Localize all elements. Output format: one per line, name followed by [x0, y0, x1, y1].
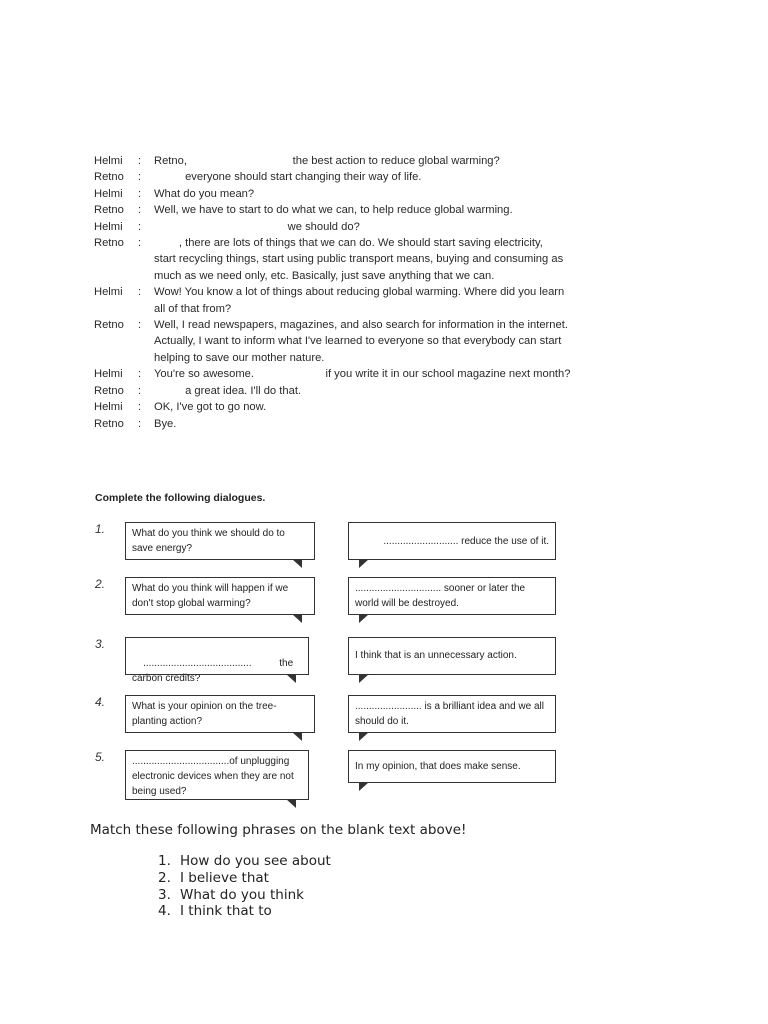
dialogue-line [94, 186, 614, 202]
line-text: everyone should start changing their way of life. [154, 171, 422, 184]
bubble-tail [359, 782, 369, 791]
bubble-text: In my opinion, that does make sense. [355, 761, 521, 772]
line-part: , there are lots of things that we can do. We should start saving electricity, [154, 237, 543, 250]
speaker: Helmi [94, 220, 123, 233]
line-part: helping to save our mother nature. [154, 351, 325, 364]
speaker: Retno [94, 171, 124, 184]
colon: : [138, 204, 142, 217]
left-speech-bubble [125, 695, 315, 733]
list-number: 3. [158, 886, 171, 903]
colon: : [138, 237, 142, 250]
speaker: Retno [94, 417, 124, 430]
speaker: Retno [94, 384, 124, 397]
colon: : [138, 286, 142, 299]
bubble-tail [292, 732, 302, 741]
line-text [154, 235, 594, 284]
exercise-heading: Complete the following dialogues. [95, 492, 266, 504]
dialogue-line [94, 202, 614, 218]
list-item [158, 853, 331, 870]
colon: : [138, 401, 142, 414]
line-part: Wow! You know a lot of things about reducing global warming. Where did you learn [154, 286, 565, 299]
right-speech-bubble [348, 750, 556, 783]
list-item [158, 903, 331, 920]
item-number: 2. [95, 577, 106, 591]
line-text: a great idea. I'll do that. [154, 384, 302, 397]
line-text: Retno, the best action to reduce global warming? [154, 155, 500, 167]
speaker: Helmi [94, 401, 123, 414]
exercise-item [95, 637, 565, 685]
colon: : [138, 171, 142, 184]
colon: : [138, 319, 142, 332]
dialogue-line [94, 383, 614, 399]
line-text: Well, we have to start to do what we can, to help reduce global warming. [154, 204, 513, 217]
list-number: 1. [158, 853, 171, 869]
exercise-item [95, 695, 565, 743]
colon: : [138, 155, 142, 167]
speaker: Retno [94, 237, 124, 250]
list-item [158, 887, 331, 904]
line-part: Well, I read newspapers, magazines, and also search for information in the internet. [154, 319, 568, 332]
colon: : [138, 368, 142, 381]
line-text [154, 284, 594, 317]
colon: : [138, 384, 142, 397]
bubble-text: ...................................of unplugging electronic devices when they are not being used? [132, 756, 294, 797]
dialogue-line [94, 416, 614, 432]
bubble-tail [359, 674, 369, 683]
line-part: all of that from? [154, 302, 232, 315]
line-text: Bye. [154, 417, 177, 430]
right-speech-bubble [348, 637, 556, 675]
left-speech-bubble [125, 522, 315, 560]
bubble-text: ........................... reduce the use of it. [383, 536, 549, 547]
item-number: 3. [95, 637, 106, 651]
bubble-tail [359, 559, 369, 568]
bubble-text: ....................................... the carbon credits? [132, 658, 296, 684]
dialogue-line [94, 235, 614, 284]
bubble-tail [292, 614, 302, 623]
dialogue-line [94, 169, 614, 185]
bubble-text: ........................ is a brilliant idea and we all should do it. [355, 701, 544, 727]
bubble-tail [359, 614, 369, 623]
speaker: Helmi [94, 286, 123, 299]
colon: : [138, 187, 142, 200]
left-speech-bubble [125, 750, 309, 800]
line-text [154, 317, 594, 366]
line-text: we should do? [154, 220, 360, 233]
right-speech-bubble [348, 522, 556, 560]
line-text: What do you mean? [154, 187, 255, 200]
speaker: Helmi [94, 187, 123, 200]
bubble-text: What is your opinion on the tree-planting action? [132, 701, 277, 727]
item-number: 5. [95, 750, 106, 764]
left-speech-bubble [125, 577, 315, 615]
line-part: start recycling things, start using public transport means, buying and consuming as [154, 253, 564, 266]
item-number: 4. [95, 695, 106, 709]
phrase-text: How do you see about [180, 853, 331, 869]
line-text: You're so awesome. if you write it in our school magazine next month? [154, 368, 571, 381]
bubble-text: What do you think we should do to save energy? [132, 528, 285, 554]
dialogue-line [94, 317, 614, 366]
match-instruction: Match these following phrases on the blank text above! [90, 822, 467, 838]
right-speech-bubble [348, 695, 556, 733]
bubble-tail [292, 559, 302, 568]
dialogue [94, 153, 614, 432]
bubble-text: I think that is an unnecessary action. [355, 650, 517, 661]
exercise-item [95, 577, 565, 625]
speaker: Retno [94, 319, 124, 332]
dialogue-line [94, 399, 614, 415]
left-speech-bubble [125, 637, 309, 684]
dialogue-line [94, 284, 614, 317]
speaker: Helmi [94, 368, 123, 381]
phrase-text: I think that to [180, 903, 272, 920]
phrase-text: What do you think [180, 886, 304, 903]
line-part: much as we need only, etc. Basically, just save anything that we can. [154, 269, 495, 282]
bubble-text: ............................... sooner or later the world will be destroyed. [355, 583, 526, 609]
bubble-tail [359, 732, 369, 741]
item-number: 1. [95, 522, 106, 536]
colon: : [138, 220, 142, 233]
exercise-item [95, 750, 565, 798]
colon: : [138, 417, 142, 430]
speaker: Helmi [94, 155, 123, 167]
speaker: Retno [94, 204, 124, 217]
bubble-tail [286, 674, 296, 683]
list-number: 4. [158, 903, 171, 920]
line-text: OK, I've got to go now. [154, 401, 267, 414]
phrase-list [158, 853, 331, 920]
right-speech-bubble [348, 577, 556, 615]
dialogue-line [94, 366, 614, 382]
dialogue-line [94, 153, 614, 169]
bubble-tail [286, 799, 296, 808]
bubble-text: What do you think will happen if we don't stop global warming? [132, 583, 289, 609]
list-item [158, 870, 331, 887]
phrase-text: I believe that [180, 869, 269, 886]
dialogue-line [94, 219, 614, 235]
exercise-item [95, 522, 565, 570]
line-part: Actually, I want to inform what I've learned to everyone so that everybody can start [154, 335, 562, 348]
list-number: 2. [158, 869, 171, 886]
